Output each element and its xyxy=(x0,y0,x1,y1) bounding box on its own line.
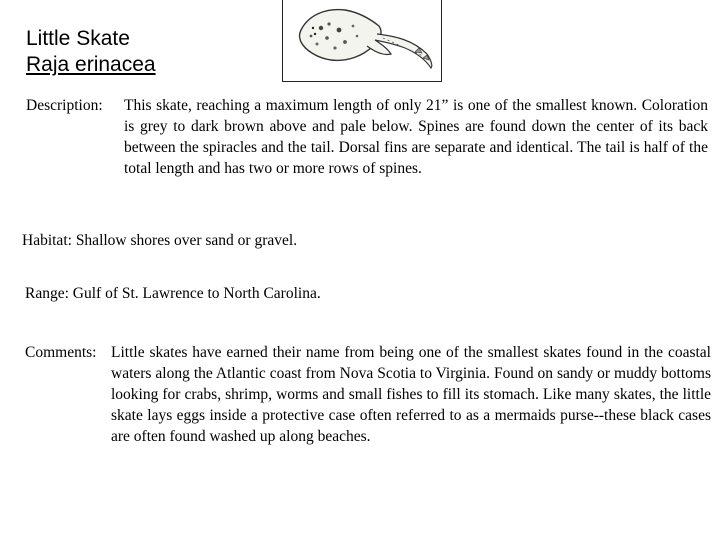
range-section xyxy=(25,283,715,304)
comments-label: Comments: xyxy=(25,344,97,361)
skate-illustration xyxy=(282,0,442,82)
description-label: Description: xyxy=(26,97,103,114)
common-name: Little Skate xyxy=(26,27,130,50)
comments-section xyxy=(25,342,711,447)
habitat-text: Shallow shores over sand or gravel. xyxy=(75,232,298,249)
scientific-name: Raja erinacea xyxy=(26,53,156,76)
habitat-section xyxy=(22,230,712,251)
title-block xyxy=(26,26,156,78)
range-label: Range: xyxy=(25,285,69,302)
comments-text: Little skates have earned their name from being one of the smallest skates found in the coastal waters along the Atlantic coast from Nova Scotia to Virginia. Found on sandy or muddy bottoms looking for crabs, shrimp, worms and small fishes to fill its stomach. Like many skates, the little skate lays eggs inside a protective case often referred to as a mermaids purse--these black cases are often found washed up along beaches. xyxy=(111,344,711,445)
little-skate-drawing-icon xyxy=(283,0,441,80)
range-text: Gulf of St. Lawrence to North Carolina. xyxy=(72,285,321,302)
habitat-label: Habitat: xyxy=(22,232,72,249)
description-text: This skate, reaching a maximum length of only 21” is one of the smallest known. Coloration is grey to dark brown above and pale below. Spines are found down the center of its back between the spiracles and the tail. Dorsal fins are separate and identical. The tail is half of the total length and has two or more rows of spines. xyxy=(124,97,708,177)
description-section xyxy=(26,95,708,179)
